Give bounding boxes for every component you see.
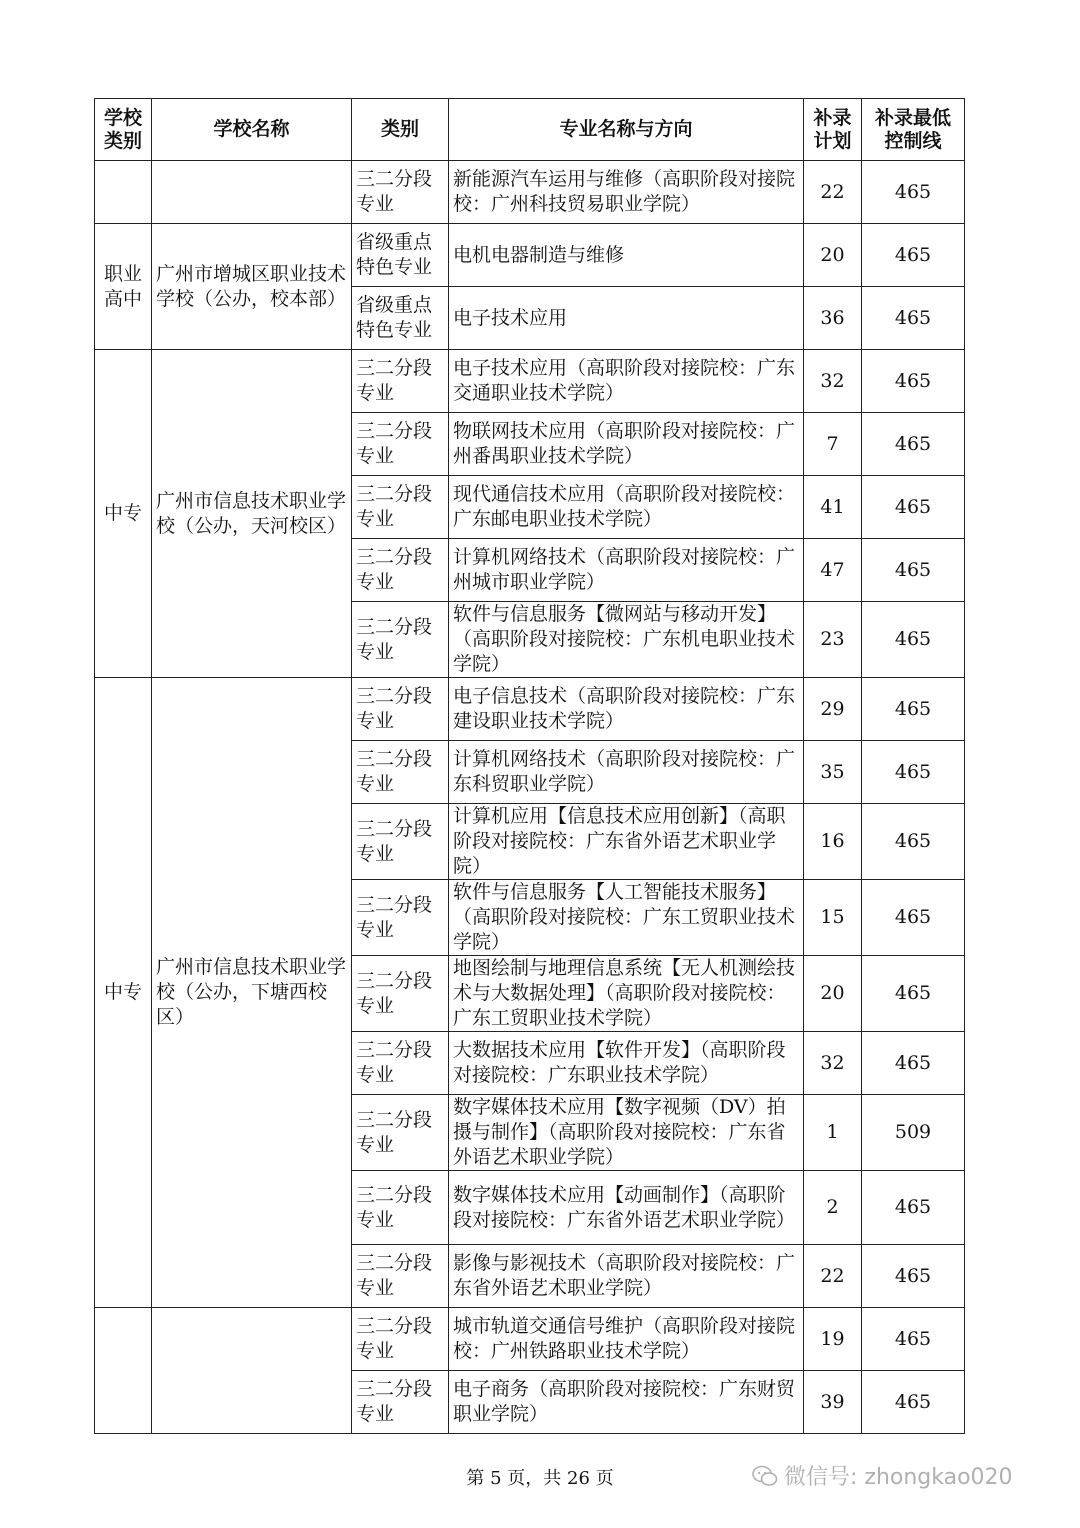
type-cell: 三二分段专业: [352, 1171, 449, 1245]
major-cell: 新能源汽车运用与维修（高职阶段对接院校：广州科技贸易职业学院）: [449, 161, 804, 224]
major-cell: 计算机应用【信息技术应用创新】（高职阶段对接院校：广东省外语艺术职业学院）: [449, 804, 804, 880]
type-cell: 三二分段专业: [352, 956, 449, 1032]
plan-cell: 47: [804, 539, 862, 602]
plan-cell: 16: [804, 804, 862, 880]
score-cell: 465: [862, 678, 965, 741]
type-cell: 三二分段专业: [352, 161, 449, 224]
school-category-cell: 中专: [95, 350, 152, 678]
plan-cell: 15: [804, 880, 862, 956]
score-cell: 465: [862, 1308, 965, 1371]
plan-cell: 41: [804, 476, 862, 539]
major-cell: 电子商务（高职阶段对接院校：广东财贸职业学院）: [449, 1371, 804, 1434]
major-cell: 数字媒体技术应用【动画制作】（高职阶段对接院校：广东省外语艺术职业学院）: [449, 1171, 804, 1245]
major-cell: 地图绘制与地理信息系统【无人机测绘技术与大数据处理】（高职阶段对接院校：广东工贸职业技术学院）: [449, 956, 804, 1032]
type-cell: 三二分段专业: [352, 413, 449, 476]
table-row: [95, 1308, 965, 1371]
school-name-cell: 广州市信息技术职业学校（公办，天河校区）: [152, 350, 352, 678]
plan-cell: 22: [804, 1245, 862, 1308]
score-cell: 509: [862, 1095, 965, 1171]
score-cell: 465: [862, 956, 965, 1032]
plan-cell: 32: [804, 1032, 862, 1095]
major-cell: 计算机网络技术（高职阶段对接院校：广东科贸职业学院）: [449, 741, 804, 804]
admission-table: [94, 98, 965, 1434]
school-name-cell: 广州市增城区职业技术学校（公办，校本部）: [152, 224, 352, 350]
type-cell: 省级重点特色专业: [352, 287, 449, 350]
plan-cell: 29: [804, 678, 862, 741]
major-cell: 大数据技术应用【软件开发】（高职阶段对接院校：广东职业技术学院）: [449, 1032, 804, 1095]
plan-cell: 19: [804, 1308, 862, 1371]
plan-cell: 1: [804, 1095, 862, 1171]
score-cell: 465: [862, 161, 965, 224]
major-cell: 现代通信技术应用（高职阶段对接院校：广东邮电职业技术学院）: [449, 476, 804, 539]
type-cell: 省级重点特色专业: [352, 224, 449, 287]
header-cell: 补录计划: [804, 99, 862, 161]
table-row: [95, 161, 965, 224]
major-cell: 电机电器制造与维修: [449, 224, 804, 287]
score-cell: 465: [862, 1032, 965, 1095]
major-cell: 物联网技术应用（高职阶段对接院校：广州番禺职业技术学院）: [449, 413, 804, 476]
major-cell: 软件与信息服务【人工智能技术服务】（高职阶段对接院校：广东工贸职业技术学院）: [449, 880, 804, 956]
major-cell: 软件与信息服务【微网站与移动开发】（高职阶段对接院校：广东机电职业技术学院）: [449, 602, 804, 678]
type-cell: 三二分段专业: [352, 476, 449, 539]
plan-cell: 20: [804, 224, 862, 287]
header-cell: 学校类别: [95, 99, 152, 161]
type-cell: 三二分段专业: [352, 539, 449, 602]
plan-cell: 22: [804, 161, 862, 224]
plan-cell: 7: [804, 413, 862, 476]
school-category-cell: 职业高中: [95, 224, 152, 350]
header-row: [95, 99, 965, 161]
plan-cell: 36: [804, 287, 862, 350]
header-cell: 类别: [352, 99, 449, 161]
score-cell: 465: [862, 476, 965, 539]
school-name-cell: 广州市信息技术职业学校（公办，下塘西校区）: [152, 678, 352, 1308]
score-cell: 465: [862, 880, 965, 956]
major-cell: 影像与影视技术（高职阶段对接院校：广东省外语艺术职业学院）: [449, 1245, 804, 1308]
watermark-text: 微信号: zhongkao020: [784, 1465, 1013, 1490]
score-cell: 465: [862, 804, 965, 880]
type-cell: 三二分段专业: [352, 1308, 449, 1371]
plan-cell: 32: [804, 350, 862, 413]
score-cell: 465: [862, 602, 965, 678]
school-name-cell: [152, 161, 352, 224]
school-category-cell: [95, 161, 152, 224]
score-cell: 465: [862, 539, 965, 602]
type-cell: 三二分段专业: [352, 804, 449, 880]
type-cell: 三二分段专业: [352, 880, 449, 956]
plan-cell: 20: [804, 956, 862, 1032]
score-cell: 465: [862, 224, 965, 287]
header-cell: 学校名称: [152, 99, 352, 161]
type-cell: 三二分段专业: [352, 1245, 449, 1308]
plan-cell: 35: [804, 741, 862, 804]
major-cell: 计算机网络技术（高职阶段对接院校：广州城市职业学院）: [449, 539, 804, 602]
major-cell: 电子信息技术（高职阶段对接院校：广东建设职业技术学院）: [449, 678, 804, 741]
type-cell: 三二分段专业: [352, 602, 449, 678]
page-number: 第 5 页，共 26 页: [466, 1468, 614, 1489]
school-name-cell: [152, 1308, 352, 1434]
score-cell: 465: [862, 1245, 965, 1308]
type-cell: 三二分段专业: [352, 350, 449, 413]
plan-cell: 2: [804, 1171, 862, 1245]
score-cell: 465: [862, 287, 965, 350]
plan-cell: 39: [804, 1371, 862, 1434]
type-cell: 三二分段专业: [352, 1095, 449, 1171]
header-cell: 专业名称与方向: [449, 99, 804, 161]
school-category-cell: 中专: [95, 678, 152, 1308]
table-row: [95, 678, 965, 741]
major-cell: 电子技术应用: [449, 287, 804, 350]
score-cell: 465: [862, 350, 965, 413]
score-cell: 465: [862, 413, 965, 476]
major-cell: 城市轨道交通信号维护（高职阶段对接院校：广州铁路职业技术学院）: [449, 1308, 804, 1371]
major-cell: 电子技术应用（高职阶段对接院校：广东交通职业技术学院）: [449, 350, 804, 413]
wechat-icon: [752, 1465, 778, 1487]
score-cell: 465: [862, 1371, 965, 1434]
plan-cell: 23: [804, 602, 862, 678]
type-cell: 三二分段专业: [352, 741, 449, 804]
header-cell: 补录最低控制线: [862, 99, 965, 161]
type-cell: 三二分段专业: [352, 678, 449, 741]
major-cell: 数字媒体技术应用【数字视频（DV）拍摄与制作】（高职阶段对接院校：广东省外语艺术职业学院）: [449, 1095, 804, 1171]
table-row: [95, 224, 965, 287]
score-cell: 465: [862, 1171, 965, 1245]
table-row: [95, 350, 965, 413]
score-cell: 465: [862, 741, 965, 804]
type-cell: 三二分段专业: [352, 1371, 449, 1434]
type-cell: 三二分段专业: [352, 1032, 449, 1095]
school-category-cell: [95, 1308, 152, 1434]
watermark: [752, 1460, 1013, 1491]
